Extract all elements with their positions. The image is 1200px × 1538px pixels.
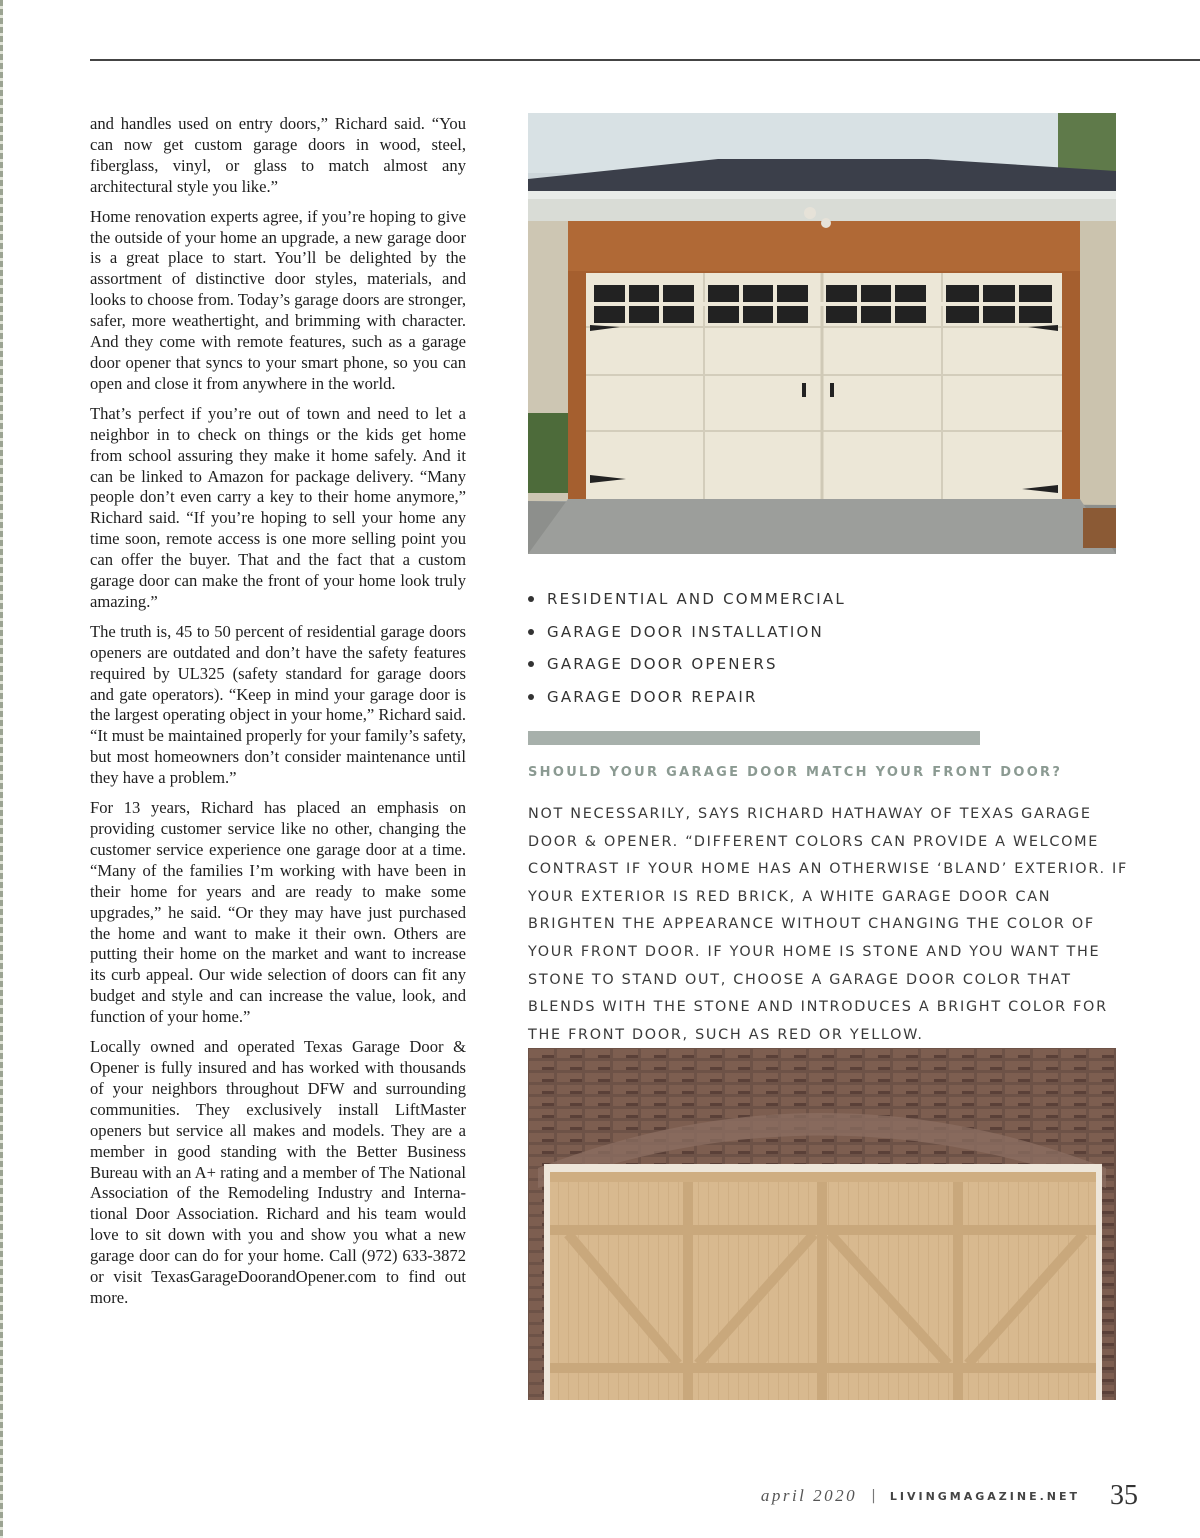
footer-issue: april 2020 bbox=[760, 1486, 858, 1505]
article-column bbox=[90, 114, 466, 1318]
sidebar-heading: SHOULD YOUR GARAGE DOOR MATCH YOUR FRONT DOOR? bbox=[528, 765, 1063, 780]
photo-white-garage-door bbox=[528, 113, 1116, 554]
services-list-item bbox=[528, 583, 846, 616]
article-paragraph: The truth is, 45 to 50 percent of residential garage doors openers are outdated and don’t have the safety features required by UL325 (safety standard for garage doors and gate operators). “Keep in mind your garage door is the largest operating object in your home,” Richard said. “It must be maintained properly for your family’s safety, but most homeowners don’t consider maintenance until they have a problem.” bbox=[90, 621, 466, 788]
services-list-item bbox=[528, 648, 846, 681]
bullet-icon bbox=[528, 629, 534, 635]
bullet-icon bbox=[528, 596, 534, 602]
top-rule bbox=[90, 59, 1200, 61]
sidebar-divider-bar bbox=[528, 731, 980, 745]
services-list bbox=[528, 583, 846, 713]
article-paragraph: and handles used on entry doors,” Richard said. “You can now get custom garage doors in wood, steel, fiberglass, vinyl, or glass to match almost any architectural style you like.” bbox=[90, 114, 466, 196]
article-paragraph: That’s perfect if you’re out of town and need to let a neighbor in to check on things or the kids get home from school assuring they make it home safely. And it can be linked to Amazon for package delivery. “Many people don’t even carry a key to their home anymore,” Richard said. “If you’re hoping to sell your home any time soon, remote access is one more selling point you can offer the buyer. That and the fact that a custom garage door can make the front of your home look truly amazing.” bbox=[90, 403, 466, 611]
article-paragraph: Home renovation experts agree, if you’re hoping to give the outside of your home an upgrade, a new garage door is a great place to start. You’ll be delighted by the assortment of distinctive door styles, materials, and looks to choose from. Today’s garage doors are stronger, safer, more weathertight, and brimming with character. And they come with remote features, such as a garage door opener that syncs to your smart phone, so you can open and close it from anywhere in the world. bbox=[90, 206, 466, 393]
page-edge-decoration bbox=[0, 0, 3, 1538]
photo-wood-garage-door bbox=[528, 1048, 1116, 1400]
page-footer bbox=[761, 1480, 1138, 1512]
article-paragraph: For 13 years, Richard has placed an emphasis on providing customer service like no other, changing the customer service experience one garage door at a time. “Many of the families I’m working with have been in their home for years and are ready to make some upgrades,” he said. “Or they may have just purchased the home and want to make it their own. Others are putting their home on the market and want to increase its curb appeal. Our wide selection of doors can fit any budget and style and can increase the value, look, and function of your home.” bbox=[90, 798, 466, 1027]
bullet-icon bbox=[528, 661, 534, 667]
sidebar-body: NOT NECESSARILY, SAYS RICHARD HATHAWAY OF TEXAS GARAGE DOOR & OPENER. “DIFFERENT COLORS CAN PROVIDE A WELCOME CONTRAST IF YOUR HOME HAS AN OTHERWISE ‘BLAND’ EXTERIOR. IF YOUR EXTERIOR IS RED BRICK, A WHITE GARAGE DOOR CAN BRIGHTEN THE APPEARANCE WITHOUT CHANGING THE COLOR OF YOUR FRONT DOOR. IF YOUR HOME IS STONE AND YOU WANT THE STONE TO STAND OUT, CHOOSE A GARAGE DOOR COLOR THAT BLENDS WITH THE STONE AND INTRODUCES A BRIGHT COLOR FOR THE FRONT DOOR, SUCH AS RED OR YELLOW. bbox=[528, 806, 1128, 1043]
bullet-icon bbox=[528, 694, 534, 700]
service-label: GARAGE DOOR INSTALLATION bbox=[547, 622, 824, 641]
services-list-item bbox=[528, 681, 846, 714]
article-paragraph: Locally owned and operated Texas Garage Door & Opener is fully insured and has worked with thousands of your neighbors throughout DFW and surrounding communities. They exclusively install LiftMaster openers but service all makes and models. They are a member in good standing with the Better Business Bureau with an A+ rating and a member of The National Association of the Remodeling Industry and International Door Association. Richard and his team would love to sit down with you and show you what a new garage door can do for your home. Call (972) 633-3872 or visit TexasGarageDoorandOpener.com to find out more. bbox=[90, 1037, 466, 1307]
page-number: 35 bbox=[1110, 1480, 1138, 1511]
service-label: RESIDENTIAL AND COMMERCIAL bbox=[547, 590, 846, 609]
services-list-item bbox=[528, 616, 846, 649]
service-label: GARAGE DOOR REPAIR bbox=[547, 688, 758, 707]
service-label: GARAGE DOOR OPENERS bbox=[547, 655, 778, 674]
footer-site: LIVINGMAGAZINE.NET bbox=[889, 1489, 1080, 1503]
footer-separator: | bbox=[871, 1488, 876, 1504]
